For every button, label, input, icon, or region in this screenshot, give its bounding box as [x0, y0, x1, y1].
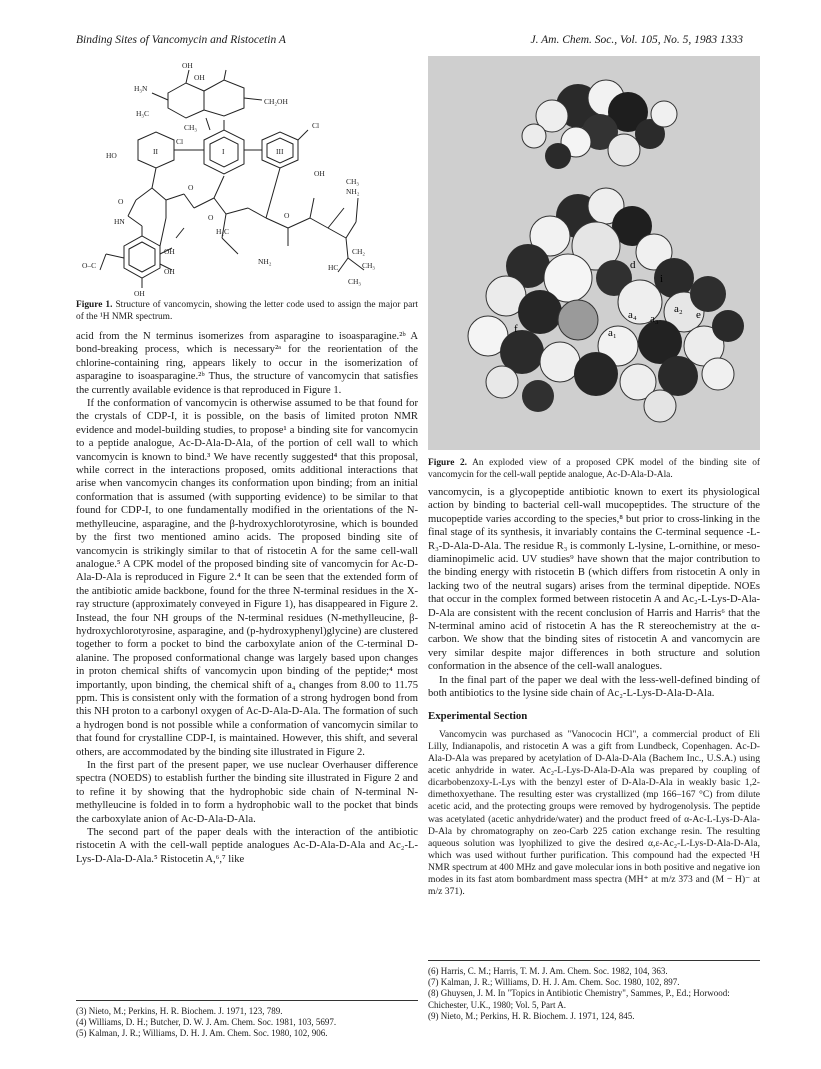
vancomycin-structure-drawing	[76, 58, 418, 298]
figure-1-structure	[76, 58, 418, 298]
label-ch2oh: CH₂OH	[264, 97, 288, 106]
cpk-label: i	[660, 273, 664, 285]
figure-2-caption-text: An exploded view of a proposed CPK model of the binding site of vancomycin for the cell-wall peptide analogue, Ac-D-Ala-D-Ala.	[428, 458, 760, 480]
label-ring-roman: II	[153, 147, 158, 156]
references-left	[76, 1000, 418, 1040]
label-ch3: CH₃	[184, 123, 198, 132]
label-cl: Cl	[176, 137, 184, 146]
label-h2c: H₂C	[216, 227, 230, 236]
section-heading: Experimental Section	[428, 709, 528, 722]
experimental-paragraph: Vancomycin was purchased as "Vanococin HCl", a commercial product of Eli Lilly, Indianapolis, and ristocetin A was a gift from Lundbeck, Copenhagen. Ac-D-Ala-D-Ala was prepared by acetylation of D-Ala-D-Ala (Bachem Inc., U.S.A.) using acetic anhydride in water. Ac₂-L-Lys-D-Ala-D-Ala was prepared by coupling of dicarbobenzoxy-L-Lys with the benzyl ester of D-Ala-D-Ala in weakly basic 1,2-dimethoxyethane. The resulting ester was crystallized (mp 166–167 °C) from dilute acetic acid, and the protecting groups were removed by hydrogenolysis. The peptide was acetylated (acetic anhydride/water) and the product freed of α-Ac-L-Lys-D-Ala-D-Ala by chromatography on zeo-Carb 225 cation exchange resin. The resulting aqueous solution was lyophilized to give the desired α,ε-Ac₂-L-Lys-D-Ala-D-Ala, which was used without further purification. This compound had the expected ¹H NMR spectrum at 400 MHz and gave molecular ions in both positive and negative ion modes in its fast atom bombardment mass spectra (MH⁺ at m/z 373 and (M − H)⁻ at m/z 371).	[428, 728, 760, 898]
paragraph: In the final part of the paper we deal with the less-well-defined binding of both antibiotics to the lysine side chain of Ac₂-L-Lys-D-Ala-D-Ala.	[428, 674, 760, 700]
label-ch2: CH₂	[352, 247, 366, 256]
label-o: O	[284, 211, 290, 220]
label-oh: OH	[182, 61, 193, 70]
label-oh: OH	[314, 169, 325, 178]
right-column-body	[428, 486, 760, 898]
reference-item: (6) Harris, C. M.; Harris, T. M. J. Am. Chem. Soc. 1982, 104, 363.	[428, 966, 668, 976]
figure-2-caption-label: Figure 2.	[428, 458, 468, 468]
reference-item: (8) Ghuysen, J. M. In "Topics in Antibiotic Chemistry", Sammes, P., Ed.; Horwood: Chichester, U.K., 1980; Vol. 5, Part A.	[428, 988, 730, 1010]
reference-item: (4) Williams, D. H.; Butcher, D. W. J. Am. Chem. Soc. 1981, 103, 5697.	[76, 1017, 337, 1028]
label-o: O	[188, 183, 194, 192]
label-nh2: NH₂	[346, 187, 360, 196]
running-header-title: Binding Sites of Vancomycin and Ristocetin A	[76, 34, 286, 46]
cpk-model-image	[428, 56, 760, 450]
label-oh: OH	[134, 289, 145, 298]
label-hn: HN	[114, 217, 125, 226]
figure-2-caption	[428, 458, 760, 481]
cpk-label: e	[696, 309, 701, 321]
cpk-label: a₁	[608, 327, 617, 339]
cpk-label: f	[514, 323, 518, 335]
label-oh: OH	[194, 73, 205, 82]
paragraph: The second part of the paper deals with the interaction of the antibiotic ristocetin A with the cell-wall peptide analogues Ac-D-Ala-D-Ala and Ac₂-L-Lys-D-Ala-D-Ala.⁵ Ristocetin A,⁶,⁷ like	[76, 827, 418, 865]
label-h3n: H₃N	[134, 84, 148, 93]
label-ch3: CH₃	[346, 177, 360, 186]
reference-item: (5) Kalman, J. R.; Williams, D. H. J. Am. Chem. Soc. 1980, 102, 906.	[76, 1028, 328, 1039]
label-nh2: NH₂	[258, 257, 272, 266]
label-o: O	[208, 213, 214, 222]
label-h3c: H₃C	[136, 109, 150, 118]
running-header-journal: J. Am. Chem. Soc., Vol. 105, No. 5, 1983 1333	[530, 34, 743, 46]
paragraph: In the first part of the present paper, we use nuclear Overhauser difference spectra (NOEDS) to establish further the binding site illustrated in Figure 2 and to refine it by showing that the hydrophobic side chain of N-terminal N-methylleucine is folded in to form a hydrophobic wall to the pocket that binds the carboxylate anion of Ac-D-Ala-D-Ala.	[76, 760, 418, 825]
paragraph: acid from the N terminus isomerizes from asparagine to isoasparagine.²ᵇ A bond-breaking process, which is necessary²ᵃ for the reorientation of the chlorine-containing ring, appears likely to occur in the isomerization of asparagine to isoasparagine.²ᵇ Thus, the structure of vancomycin that satisfies the currently available evidence is that reproduced in Figure 1.	[76, 331, 418, 396]
cpk-label: a₃	[650, 313, 659, 325]
label-o: O	[118, 197, 124, 206]
cpk-label: a₂	[674, 303, 683, 315]
figure-1-caption-text: Structure of vancomycin, showing the letter code used to assign the major part of the ¹H NMR spectrum.	[76, 300, 419, 322]
reference-item: (9) Nieto, M.; Perkins, H. R. Biochem. J. 1971, 124, 845.	[428, 1010, 635, 1021]
references-right	[428, 960, 760, 1022]
label-ring-roman: III	[276, 147, 284, 156]
reference-item: (7) Kalman, J. R.; Williams, D. H. J. Am. Chem. Soc. 1980, 102, 897.	[428, 977, 680, 988]
figure-1-caption-label: Figure 1.	[76, 300, 113, 310]
cpk-label: a₄	[628, 309, 637, 321]
label-oc: O–C	[82, 261, 97, 270]
figure-2-cpk-model	[428, 56, 760, 450]
paragraph: vancomycin, is a glycopeptide antibiotic known to exert its physiological action by binding to bacterial cell-wall mucopeptides. The structure of the mucopeptide varies according to the species,⁸ but prior to cross-linking in the final stage of its synthesis, it invariably contains the C-terminal sequence -L-R₃-D-Ala-D-Ala. The residue R₃ is commonly L-lysine, L-ornithine, or meso-diaminopimelic acid. UV studies⁹ have shown that the major contribution to the binding energy with ristocetin B (which differs from ristocetin A only in lacking two of the neutral sugars) arises from the terminal dipeptide. NOEs that occur in the complex formed between ristocetin A and Ac₂-L-Lys-D-Ala-D-Ala are consistent with the recent conclusion of Harris and Harris⁶ that the N-terminal amino acid of ristocetin A has the R stereochemistry at the α-carbon. We show that the binding sites of ristocetin A and vancomycin are very similar despite major differences in both structure and solution conformation in the absence of the cell-wall analogues.	[428, 487, 760, 673]
label-oh: OH	[164, 247, 175, 256]
reference-item: (3) Nieto, M.; Perkins, H. R. Biochem. J. 1971, 123, 789.	[76, 1006, 283, 1016]
cpk-label: d	[630, 259, 636, 271]
label-ho: HO	[106, 151, 117, 160]
label-cl: Cl	[312, 121, 320, 130]
label-ch3: CH₃	[362, 261, 376, 270]
label-hc: HC	[328, 263, 339, 272]
label-oh: OH	[164, 267, 175, 276]
paragraph: If the conformation of vancomycin is otherwise assumed to be that found for the crystals of CDP-I, it is possible, on the basis of limited proton NMR evidence and model-building studies, to propose¹ a binding site for vancomycin to a peptide analogue, Ac-D-Ala-D-Ala, of the portion of cell wall to which vancomycin is known to bind.³ We have recently suggested⁴ that this proposal, while correct in the interactions proposed, omits additional interactions that arise when vancomycin changes its conformation upon binding; from an initial conformation that is assumed (with supporting evidence) to be similar to that found for CDP-I, to one fundamentally modified in the orientations of the N-methylleucine, asparagine, and the β-hydroxychlorotyrosine, which is bounded by the first two mentioned amino acids. The proposed binding site of vancomycin is strikingly similar to that of ristocetin A for the same cell-wall analogue.⁵ A CPK model of the proposed binding site of vancomycin for Ac-D-Ala-D-Ala is reproduced in Figure 2.⁴ It can be seen that the extended form of the antibiotic amide backbone, found for the three N-terminal residues in the X-ray structure (approximately conveyed in Figure 1), has disappeared in Figure 2. Instead, the four NH groups of the N-terminal residues (N-methylleucine, β-hydroxychlorotyrosine, asparagine, and (p-hydroxyphenyl)glycine) are clustered together to form a pocket to bind the carboxylate anion of the C-terminal D-alanine. The proposed conformational change was largely based upon changes in proton chemical shifts of vancomycin upon binding of the peptide;⁴ most importantly, upon binding, the chemical shift of a₄ changes from 8.00 to 11.75 ppm. This is consistent only with the formation of a strong hydrogen bond from this NH proton to a carbonyl oxygen of Ac-D-Ala-D-Ala. The formation of such a hydrogen bond is not possible while a conformation of vancomycin similar to that found for crystalline CDP-I, is maintained. However, this shift, and several others, are accommodated by the binding site illustrated in Figure 2.	[76, 398, 418, 758]
label-ring-roman: I	[222, 147, 225, 156]
label-ch3: CH₃	[348, 277, 362, 286]
figure-1-caption	[76, 300, 418, 323]
left-column-body	[76, 330, 418, 866]
